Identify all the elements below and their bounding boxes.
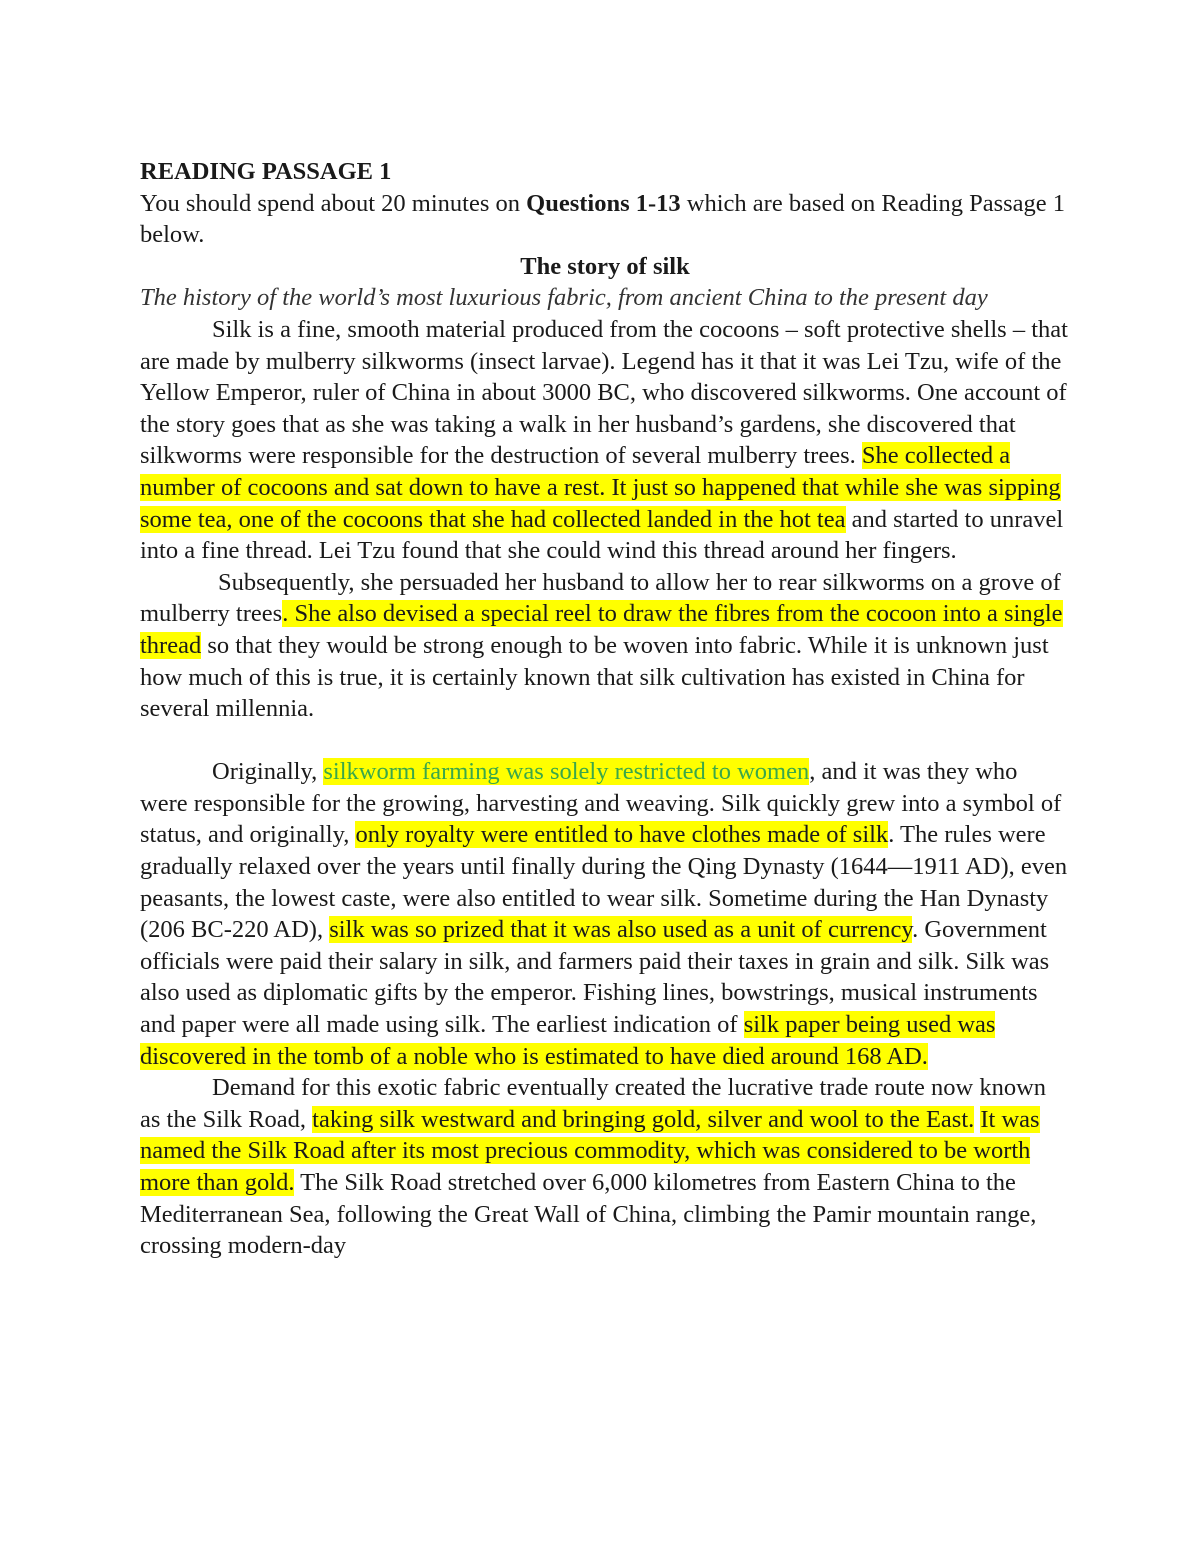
text-run: . The rules were gradually relaxed over the years until finally during the Qing Dynasty (1644—1911 AD), even peasants, the lowest caste, were also entitled to wear silk. Sometime during the Han Dynasty (206 BC-220 AD), bbox=[140, 821, 1068, 944]
instruction-text-end: which are based on Reading Passage 1 below. bbox=[140, 189, 1066, 249]
highlighted-text: taking silk westward and bringing gold, silver and wool to the East. bbox=[312, 1105, 975, 1133]
highlighted-text: silk paper being used was discovered in the tomb of a noble who is estimated to have died around 168 AD. bbox=[140, 1011, 996, 1070]
instructions bbox=[140, 188, 1070, 251]
text-run: Subsequently, she persuaded her husband to allow her to rear silkworms on a grove of mulberry trees bbox=[140, 568, 1061, 628]
paragraph-1 bbox=[140, 314, 1070, 567]
highlighted-text: She collected a number of cocoons and sat down to have a rest. It just so happened that while she was sipping some tea, one of the cocoons that she had collected landed in the hot tea bbox=[140, 442, 1061, 533]
document-page bbox=[140, 156, 1070, 1262]
paragraph-2 bbox=[140, 567, 1070, 725]
text-run: The Silk Road stretched over 6,000 kilometres from Eastern China to the Mediterranean Sea, following the Great Wall of China, climbing the Pamir mountain range, crossing modern-day bbox=[140, 1169, 1037, 1260]
paragraph-spacer bbox=[140, 725, 1070, 757]
highlighted-text-green: silkworm farming was solely restricted to women bbox=[323, 758, 810, 786]
highlighted-text: silk was so prized that it was also used as a unit of currency bbox=[329, 916, 913, 944]
text-run: . Government officials were paid their salary in silk, and farmers paid their taxes in grain and silk. Silk was also used as diplomatic gifts by the emperor. Fishing lines, bowstrings, musical instruments and paper were all made using silk. The earliest indication of bbox=[140, 916, 1050, 1039]
article-title: The story of silk bbox=[520, 252, 690, 280]
text-run: , and it was they who were responsible for the growing, harvesting and weaving. Silk quickly grew into a symbol of status, and originally, bbox=[140, 758, 1062, 849]
highlighted-text: only royalty were entitled to have clothes made of silk bbox=[355, 821, 889, 849]
text-run: and started to unravel into a fine thread. Lei Tzu found that she could wind this thread around her fingers. bbox=[140, 505, 1064, 565]
text-run: Demand for this exotic fabric eventually created the lucrative trade route now known as the Silk Road, bbox=[140, 1074, 1047, 1133]
highlighted-text: . She also devised a special reel to draw the fibres from the cocoon into a single thread bbox=[140, 600, 1063, 659]
section-heading: READING PASSAGE 1 bbox=[140, 158, 392, 185]
paragraph-4 bbox=[140, 1072, 1070, 1262]
instruction-text: You should spend about 20 minutes on bbox=[140, 189, 527, 217]
paragraph-3 bbox=[140, 756, 1070, 1072]
article-subtitle: The history of the world’s most luxurious fabric, from ancient China to the present day bbox=[140, 284, 988, 312]
instruction-questions: Questions 1-13 bbox=[526, 189, 681, 217]
highlighted-text: It was named the Silk Road after its most precious commodity, which was considered to be worth more than gold. bbox=[140, 1105, 1040, 1196]
text-run: Originally, bbox=[212, 758, 324, 786]
text-run: so that they would be strong enough to be woven into fabric. While it is unknown just how much of this is true, it is certainly known that silk cultivation has existed in China for several millennia. bbox=[140, 631, 1049, 723]
text-run: Silk is a fine, smooth material produced from the cocoons – soft protective shells – that are made by mulberry silkworms (insect larvae). Legend has it that it was Lei Tzu, wife of the Yellow Emperor, ruler of China in about 3000 BC, who discovered silkworms. One account of the story goes that as she was taking a walk in her husband’s gardens, she discovered that silkworms were responsible for the destruction of several mulberry trees. bbox=[140, 315, 1068, 470]
